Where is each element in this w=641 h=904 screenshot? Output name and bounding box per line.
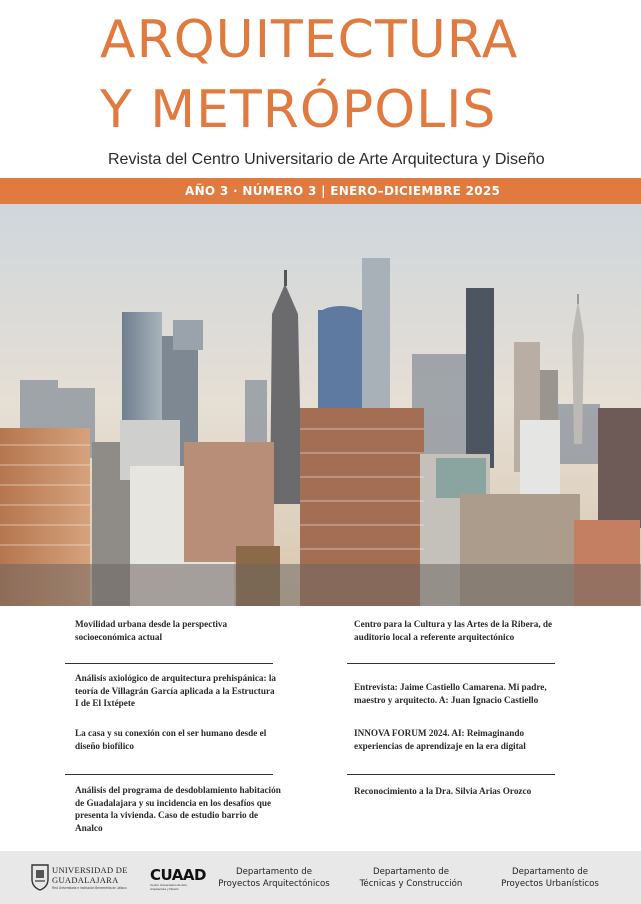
footer-logos <box>0 851 641 904</box>
dept-tecnicas-construccion <box>353 866 469 890</box>
toc-divider <box>347 663 555 664</box>
toc-article-analisis-axiologico[interactable]: Análisis axiológico de arquitectura prehispánica: la teoría de Villagrán García aplicada a la Estructura I de El Ixtépete <box>75 673 277 709</box>
dept-proyectos-arquitectonicos <box>215 866 333 890</box>
magazine-title-line-1: ARQUITECTURA <box>100 10 519 70</box>
table-of-contents <box>0 606 641 851</box>
masthead <box>0 0 641 178</box>
issue-bar <box>0 178 641 204</box>
dept-label: Departamento de <box>235 867 312 877</box>
dept-proyectos-urbanisticos <box>492 866 608 890</box>
toc-article-casa-biofilico[interactable]: La casa y su conexión con el ser humano desde el diseño biofílico <box>75 728 267 751</box>
dept-name: Proyectos Arquitectónicos <box>218 879 330 889</box>
dept-name: Técnicas y Construcción <box>359 879 463 889</box>
toc-divider <box>65 774 273 775</box>
toc-article-centro-cultura[interactable]: Centro para la Cultura y las Artes de la Ribera, de auditorio local a referente arquitectónico <box>354 619 553 642</box>
issue-label: AÑO 3 · NÚMERO 3 | ENERO–DICIEMBRE 2025 <box>185 184 501 198</box>
udg-name-line-2: GUADALAJARA <box>52 874 119 885</box>
cityscape-illustration <box>0 204 641 606</box>
cuaad-tagline: Centro Universitario de Arte, Arquitectura y Diseño <box>150 883 188 891</box>
dept-name: Proyectos Urbanísticos <box>501 879 599 889</box>
udg-name <box>52 866 128 885</box>
toc-divider <box>65 663 273 664</box>
toc-article-entrevista[interactable]: Entrevista: Jaime Castiello Camarena. Mi padre, maestro y arquitecto. A: Juan Ignacio Castiello <box>354 682 547 705</box>
toc-article-reconocimiento[interactable]: Reconocimiento a la Dra. Silvia Arias Orozco <box>354 786 532 796</box>
dept-label: Departamento de <box>511 867 588 877</box>
dept-label: Departamento de <box>372 867 449 877</box>
toc-article-movilidad[interactable]: Movilidad urbana desde la perspectiva socioeconómica actual <box>75 619 228 642</box>
udg-shield-icon <box>30 863 50 891</box>
magazine-subtitle: Revista del Centro Universitario de Arte Arquitectura y Diseño <box>108 151 545 168</box>
udg-name-line-1: UNIVERSIDAD DE <box>52 865 128 875</box>
cuaad-logo: CUAAD <box>150 866 206 884</box>
udg-tagline: Red Universitaria e Institución Benemérita de Jalisco <box>52 886 127 890</box>
toc-divider <box>347 774 555 775</box>
cover-cityscape-photo <box>0 204 641 606</box>
toc-article-programa-desdoblamiento[interactable]: Análisis del programa de desdoblamiento habitación de Guadalajara y su incidencia en los desafíos que presenta la vivienda. Caso de estudio barrio de Analco <box>75 785 281 833</box>
toc-article-innova-forum[interactable]: INNOVA FORUM 2024. AI: Reimaginando experiencias de aprendizaje en la era digital <box>354 728 526 751</box>
magazine-title-line-2: Y METRÓPOLIS <box>100 80 497 140</box>
